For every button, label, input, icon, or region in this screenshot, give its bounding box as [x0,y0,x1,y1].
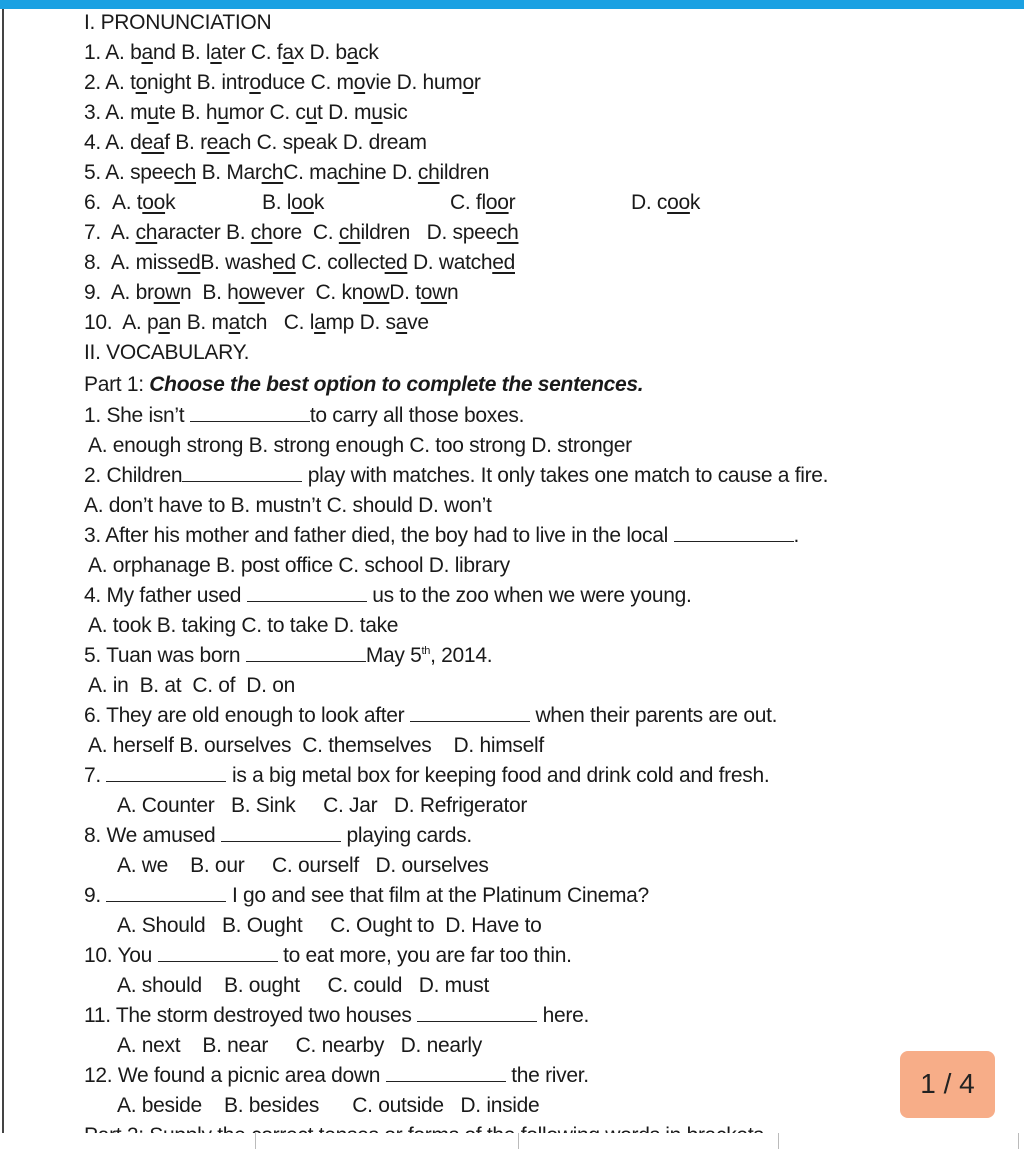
text-segment: D. b [309,41,347,64]
divider [1018,1133,1019,1149]
underlined-sound: ch [250,221,273,244]
answer-option [200,251,301,274]
question-options: A. herself B. ourselves C. themselves D. himself [88,734,544,757]
text-segment: 11. The storm destroyed two houses [84,1004,418,1027]
text-segment: x [293,41,310,64]
underlined-sound: a [210,41,222,64]
underlined-sound: a [158,311,170,334]
question-stem [84,881,1014,911]
answer-option [262,188,450,218]
underlined-sound: ch [261,161,284,184]
answer-blank [386,1061,506,1082]
text-segment: I go and see that film at the Platinum Cinema? [226,884,649,907]
text-segment: C. ma [283,161,338,184]
text-segment: is a big metal box for keeping food and drink cold and fresh. [226,764,770,787]
text-segment: 1. She isn’t [84,404,190,427]
text-segment: sic [382,101,408,124]
text-segment: mp [325,311,360,334]
text-segment: 12. We found a picnic area down [84,1064,386,1087]
underlined-sound: o [249,71,261,94]
text-segment: A. t [111,191,143,214]
text-segment: to eat more, you are far too thin. [277,944,572,967]
document-page [84,8,1014,1132]
text-segment: B. intr [196,71,250,94]
text-segment: t [317,101,329,124]
page-indicator: 1 / 4 [900,1051,995,1118]
text-segment: May 5 [365,644,422,667]
answer-option [343,131,427,154]
underlined-sound: ea [141,131,165,154]
underlined-sound: a [395,311,408,334]
underlined-sound: ch [337,161,360,184]
text-segment: A. m [105,101,148,124]
text-segment: k [165,191,176,214]
answer-option [311,71,397,94]
text-segment: tch [240,311,284,334]
text-segment: 5. Tuan was born [84,644,246,667]
text-segment: the river. [505,1064,589,1087]
text-segment: ine [359,161,392,184]
question-options: A. took B. taking C. to take D. take [88,614,399,637]
answer-option [328,101,407,124]
part-1-heading [84,368,1014,401]
question-stem [84,521,1014,551]
pronunciation-question [84,308,1014,338]
underlined-sound: a [282,41,294,64]
answer-option [631,188,700,218]
text-segment: D. spee [426,221,497,244]
question-stem [84,701,1014,731]
text-segment: ore [272,221,313,244]
answer-option [105,71,196,94]
superscript: th [421,645,431,657]
pronunciation-question [84,98,1014,128]
text-segment: C. fl [449,191,486,214]
text-segment: . [793,524,800,547]
divider [778,1133,779,1149]
text-segment: C. l [283,311,315,334]
text-segment: nd [152,41,182,64]
pronunciation-question [84,128,1014,158]
text-segment: C. kn [315,281,364,304]
page-border [2,9,4,1133]
text-segment: B. l [181,41,211,64]
text-segment: r [473,71,481,94]
text-segment: B. m [186,311,229,334]
question-stem [84,941,1014,971]
text-segment: D. m [328,101,372,124]
text-segment: C. c [269,101,306,124]
text-segment: ch [229,131,257,154]
question-stem [84,401,1014,431]
answer-blank [106,761,226,782]
answer-option [427,221,519,244]
part-instruction: Choose the best option to complete the sentences. [149,373,644,396]
answer-option [197,71,311,94]
text-segment: 2. Children [84,464,183,487]
text-segment: 10. You [84,944,158,967]
text-segment: r [508,191,516,214]
question-stem [84,1001,1014,1031]
answer-option [105,41,181,64]
answer-option [202,281,315,304]
answer-option [283,161,392,184]
answer-option [309,41,378,64]
underlined-sound: oo [485,191,509,214]
text-segment: playing cards. [340,824,472,847]
answer-blank [674,521,794,542]
answer-option [397,71,481,94]
question-number: 1. [84,41,106,64]
text-segment: C. collect [301,251,385,274]
question-number: 4. [84,131,106,154]
answer-blank [158,941,278,962]
question-stem [84,1061,1014,1091]
question-stem [84,821,1014,851]
question-number: 3. [84,101,106,124]
underlined-sound: ed [272,251,296,274]
answer-option [257,131,343,154]
underlined-sound: u [305,101,318,124]
answer-option [313,221,427,244]
underlined-sound: u [217,101,229,124]
text-segment: n [447,281,459,304]
text-segment: 6. They are old enough to look after [84,704,410,727]
text-segment: D. dream [342,131,427,154]
text-segment: to carry all those boxes. [309,404,525,427]
question-options: A. enough strong B. strong enough C. too strong D. stronger [88,434,632,457]
text-segment: here. [537,1004,589,1027]
pronunciation-question [84,188,1014,218]
pronunciation-question [84,158,1014,188]
text-segment: C. speak [256,131,343,154]
pronunciation-question [84,38,1014,68]
question-stem [84,641,1014,671]
text-segment: D. watch [412,251,493,274]
text-segment: k [313,191,325,214]
underlined-sound: ch [496,221,519,244]
text-segment: ter [221,41,251,64]
text-segment: B. [226,221,251,244]
section-title-vocabulary: II. VOCABULARY. [84,341,250,364]
answer-option [450,188,631,218]
answer-blank [221,821,341,842]
text-segment: aracter [157,221,226,244]
underlined-sound: ch [417,161,440,184]
underlined-sound: ow [238,281,265,304]
answer-blank [247,581,367,602]
bottom-toolbar [0,1133,1024,1149]
underlined-sound: ch [338,221,361,244]
text-segment: night [147,71,197,94]
question-options: A. orphanage B. post office C. school D. library [88,554,510,577]
text-segment: B. Mar [201,161,262,184]
text-segment: us to the zoo when we were young. [366,584,692,607]
question-number: 5. [84,161,106,184]
text-segment: B. h [181,101,218,124]
underlined-sound: ow [420,281,448,304]
question-number: 7. [84,221,111,244]
underlined-sound: a [346,41,359,64]
answer-option [111,281,203,304]
answer-option [316,281,390,304]
text-segment: C. m [310,71,354,94]
answer-blank [182,461,302,482]
text-segment: D. hum [396,71,463,94]
underlined-sound: ch [135,221,158,244]
text-segment: D. s [359,311,396,334]
text-segment: A. br [110,281,154,304]
text-segment: te [158,101,182,124]
answer-option [181,101,269,124]
underlined-sound: ch [174,161,197,184]
answer-blank [417,1001,537,1022]
text-segment: C. f [250,41,283,64]
pronunciation-question [84,68,1014,98]
text-segment: 4. My father used [84,584,247,607]
answer-option [181,41,251,64]
underlined-sound: a [141,41,153,64]
text-segment: 8. We amused [84,824,221,847]
text-segment: B. h [202,281,239,304]
question-options: A. we B. our C. ourself D. ourselves [117,854,489,877]
answer-option [226,221,313,244]
text-segment: D. [391,161,418,184]
text-segment: C. [312,221,339,244]
text-segment: , 2014. [430,644,493,667]
answer-option [105,131,175,154]
question-options: A. Should B. Ought C. Ought to D. Have to [117,914,542,937]
text-segment: A. miss [110,251,178,274]
text-segment: vie [365,71,397,94]
question-stem [84,581,1014,611]
answer-option [392,161,489,184]
question-options: A. in B. at C. of D. on [88,674,295,697]
underlined-sound: oo [667,191,690,214]
answer-option [413,251,515,274]
text-segment: D. t [389,281,421,304]
pronunciation-question [84,248,1014,278]
underlined-sound: ed [177,251,201,274]
question-stem [84,761,1014,791]
text-segment: 7. [84,764,107,787]
answer-blank [410,701,530,722]
question-options: A. next B. near C. nearby D. nearly [117,1034,482,1057]
underlined-sound: o [135,71,147,94]
text-segment: D. c [630,191,668,214]
underlined-sound: ow [153,281,180,304]
text-segment: ildren [439,161,490,184]
pronunciation-question [84,278,1014,308]
text-segment: 3. After his mother and father died, the boy had to live in the local [84,524,674,547]
answer-option [301,251,413,274]
question-options: A. should B. ought C. could D. must [117,974,489,997]
question-number: 9. [84,281,111,304]
question-options: A. beside B. besides C. outside D. inside [117,1094,540,1117]
underlined-sound: ed [384,251,408,274]
text-segment: A. b [105,41,142,64]
answer-option [389,281,458,304]
text-segment: B. wash [200,251,273,274]
question-options: A. Counter B. Sink C. Jar D. Refrigerator [117,794,528,817]
answer-option [251,41,310,64]
text-segment: 9. [84,884,107,907]
underlined-sound: oo [291,191,314,214]
text-segment: ildren [360,221,427,244]
question-number: 10. [84,311,123,334]
answer-option [360,311,429,334]
text-segment: B. r [175,131,207,154]
question-options: A. don’t have to B. mustn’t C. should D. won’t [84,494,492,517]
question-number: 8. [84,251,111,274]
underlined-sound: ow [363,281,390,304]
text-segment: duce [260,71,311,94]
text-segment: A. p [122,311,159,334]
underlined-sound: o [353,71,366,94]
text-segment: f [164,131,176,154]
text-segment: mor [228,101,270,124]
text-segment: A. spee [105,161,175,184]
underlined-sound: a [314,311,326,334]
underlined-sound: u [147,101,159,124]
text-segment: n [169,311,187,334]
underlined-sound: oo [142,191,166,214]
text-segment: k [689,191,701,214]
answer-option [187,311,284,334]
question-number: 2. [84,71,106,94]
question-number: 6. [84,191,112,214]
text-segment: A. t [105,71,136,94]
answer-option [105,101,181,124]
question-stem [84,461,1014,491]
answer-blank [246,641,366,662]
underlined-sound: ea [206,131,230,154]
text-segment: play with matches. It only takes one match to cause a fire. [302,464,829,487]
text-segment: n [179,281,203,304]
text-segment: when their parents are out. [529,704,778,727]
answer-blank [190,401,310,422]
text-segment: B. l [261,191,292,214]
answer-option [284,311,360,334]
divider [518,1133,519,1149]
answer-option [111,251,201,274]
underlined-sound: u [371,101,383,124]
answer-blank [106,881,226,902]
answer-option [111,221,226,244]
pronunciation-question [84,218,1014,248]
underlined-sound: ed [492,251,515,274]
part-label: Part 1: [84,373,150,396]
answer-option [112,188,262,218]
text-segment: ve [407,311,429,334]
answer-option [122,311,186,334]
text-segment: A. [110,221,136,244]
section-title-pronunciation: I. PRONUNCIATION [84,11,272,34]
text-segment: ck [358,41,379,64]
text-segment: ever [264,281,316,304]
text-segment: A. d [105,131,142,154]
answer-option [105,161,201,184]
underlined-sound: a [228,311,241,334]
answer-option [175,131,256,154]
answer-option [269,101,328,124]
answer-option [202,161,284,184]
divider [255,1133,256,1149]
underlined-sound: o [462,71,474,94]
